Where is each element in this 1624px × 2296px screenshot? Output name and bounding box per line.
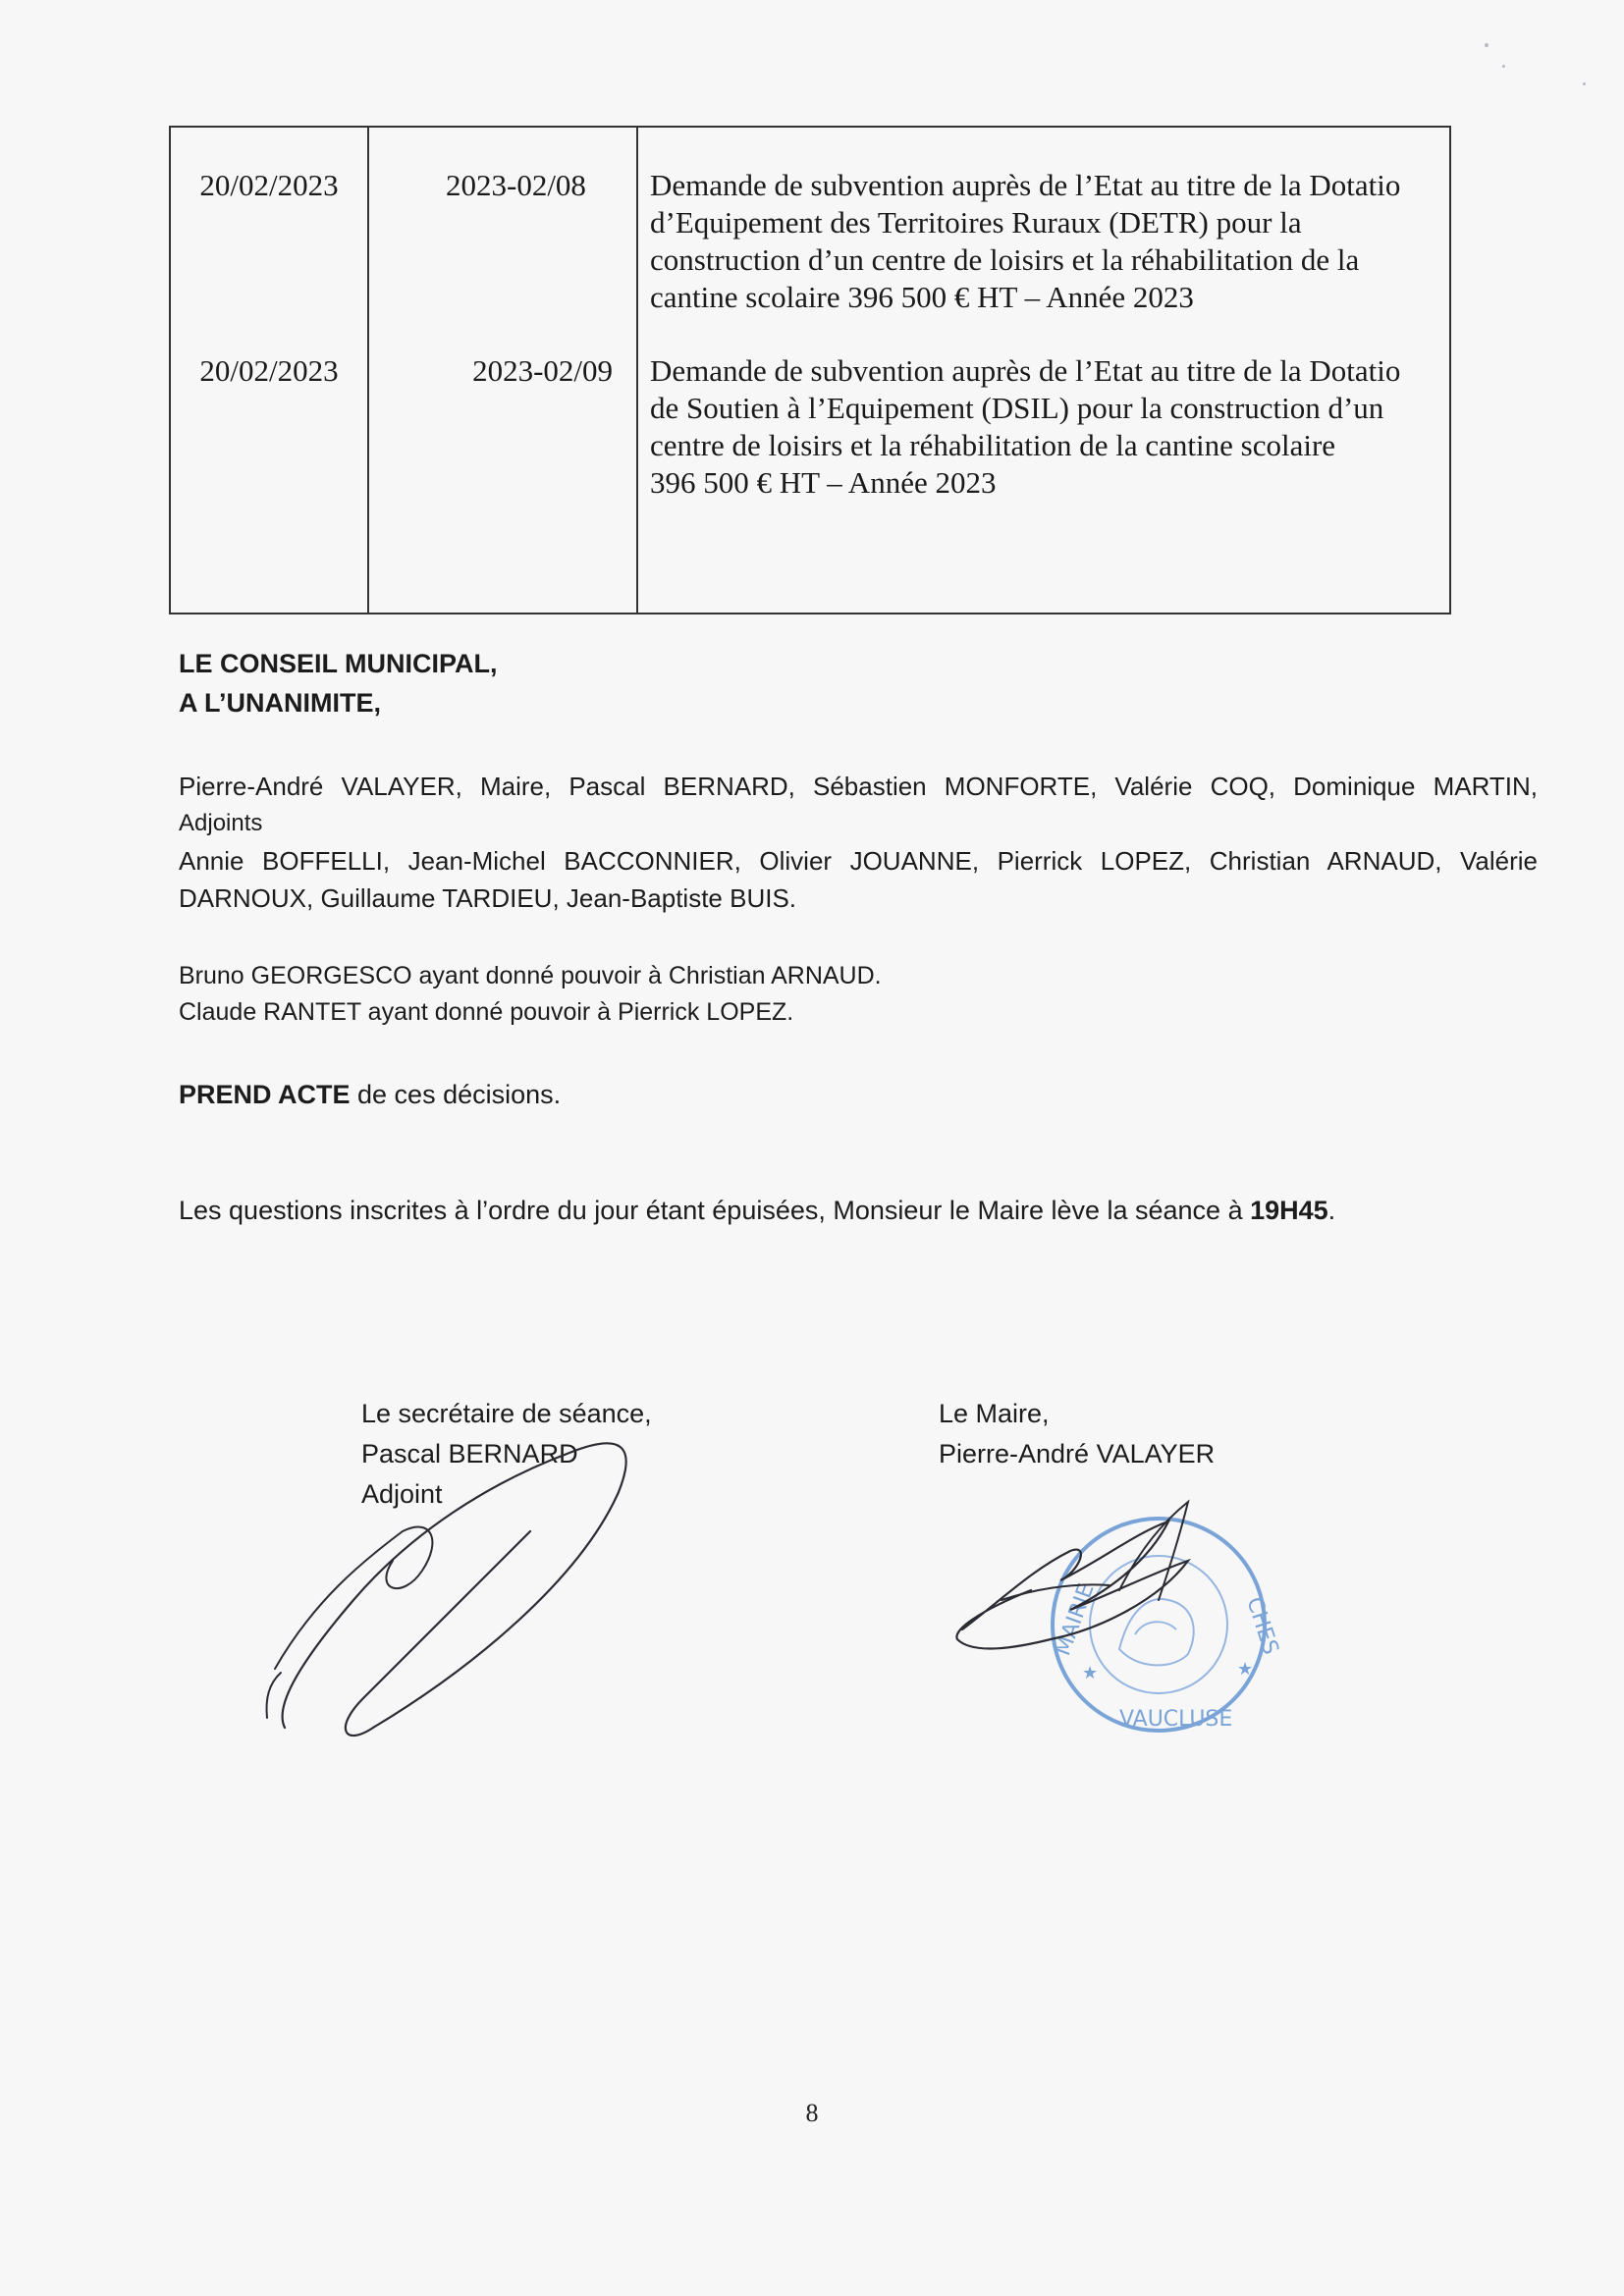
council-heading-line: A L’UNANIMITE, [179,688,381,718]
decisions-table [169,126,1451,614]
attendees-paragraph [179,768,1538,917]
secretary-signature [245,1433,658,1747]
proxy-line: Bruno GEORGESCO ayant donné pouvoir à Christian ARNAUD. [179,962,882,989]
mayor-stamp-and-signature [943,1492,1296,1747]
mayor-name: Pierre-André VALAYER [939,1439,1216,1468]
decision-object-line: Demande de subvention auprès de l’Etat au titre de la Dotatio [650,168,1401,202]
decision-object-line: d’Equipement des Territoires Ruraux (DETR) pour la [650,205,1302,240]
acknowledgement-text: de ces décisions. [350,1080,562,1109]
decision-object-line: de Soutien à l’Equipement (DSIL) pour la construction d’un [650,391,1384,425]
council-heading-line: LE CONSEIL MUNICIPAL, [179,649,498,678]
attendees-line: DARNOUX, Guillaume TARDIEU, Jean-Baptiste BUIS. [179,883,797,913]
svg-text:VAUCLUSE: VAUCLUSE [1119,1707,1233,1732]
table-column-divider [636,128,638,613]
decision-object-line: cantine scolaire 396 500 € HT – Année 2023 [650,280,1194,314]
mayor-role: Le Maire, [939,1399,1050,1428]
closing-text: Les questions inscrites à l’ordre du jour étant épuisées, Monsieur le Maire lève la séance à [179,1196,1251,1225]
page-number: 8 [805,2099,819,2127]
decision-date: 20/02/2023 [199,168,339,202]
decision-object-line: centre de loisirs et la réhabilitation de la cantine scolaire [650,428,1336,462]
proxies-paragraph [179,958,882,1031]
svg-text:MAIRIE: MAIRIE [1051,1579,1100,1660]
scan-speck [1502,65,1505,68]
mayor-signature-block [939,1394,1215,1474]
svg-text:CHES: CHES [1241,1594,1283,1658]
decision-object-line: construction d’un centre de loisirs et la réhabilitation de la [650,242,1360,277]
acknowledgement-bold: PREND ACTE [179,1080,351,1109]
svg-text:★: ★ [1237,1659,1254,1680]
decision-date: 20/02/2023 [199,353,339,388]
proxy-line: Claude RANTET ayant donné pouvoir à Pierrick LOPEZ. [179,998,794,1026]
closing-statement [179,1192,1335,1229]
decision-number: 2023-02/08 [446,168,586,202]
attendees-line: Annie BOFFELLI, Jean-Michel BACCONNIER, Olivier JOUANNE, Pierrick LOPEZ, Christian ARNAUD, Valérie [179,846,1538,876]
closing-time: 19H45 [1250,1196,1328,1225]
attendees-line: Pierre-André VALAYER, Maire, Pascal BERNARD, Sébastien MONFORTE, Valérie COQ, Dominique MARTIN, [179,772,1538,801]
secretary-title: Adjoint [361,1479,443,1509]
secretary-role: Le secrétaire de séance, [361,1399,652,1428]
attendees-line: Adjoints [179,810,263,836]
secretary-name: Pascal BERNARD [361,1439,578,1468]
decision-object [650,167,1451,316]
decision-number: 2023-02/09 [472,353,613,388]
acknowledgement [179,1076,561,1113]
svg-text:★: ★ [1082,1663,1099,1683]
scan-speck [1485,43,1489,47]
decision-object [650,352,1451,502]
decision-object-line: 396 500 € HT – Année 2023 [650,465,997,500]
scan-speck [1583,82,1586,85]
decision-object-line: Demande de subvention auprès de l’Etat au titre de la Dotatio [650,353,1401,388]
closing-end: . [1327,1196,1336,1225]
council-heading [179,644,498,722]
